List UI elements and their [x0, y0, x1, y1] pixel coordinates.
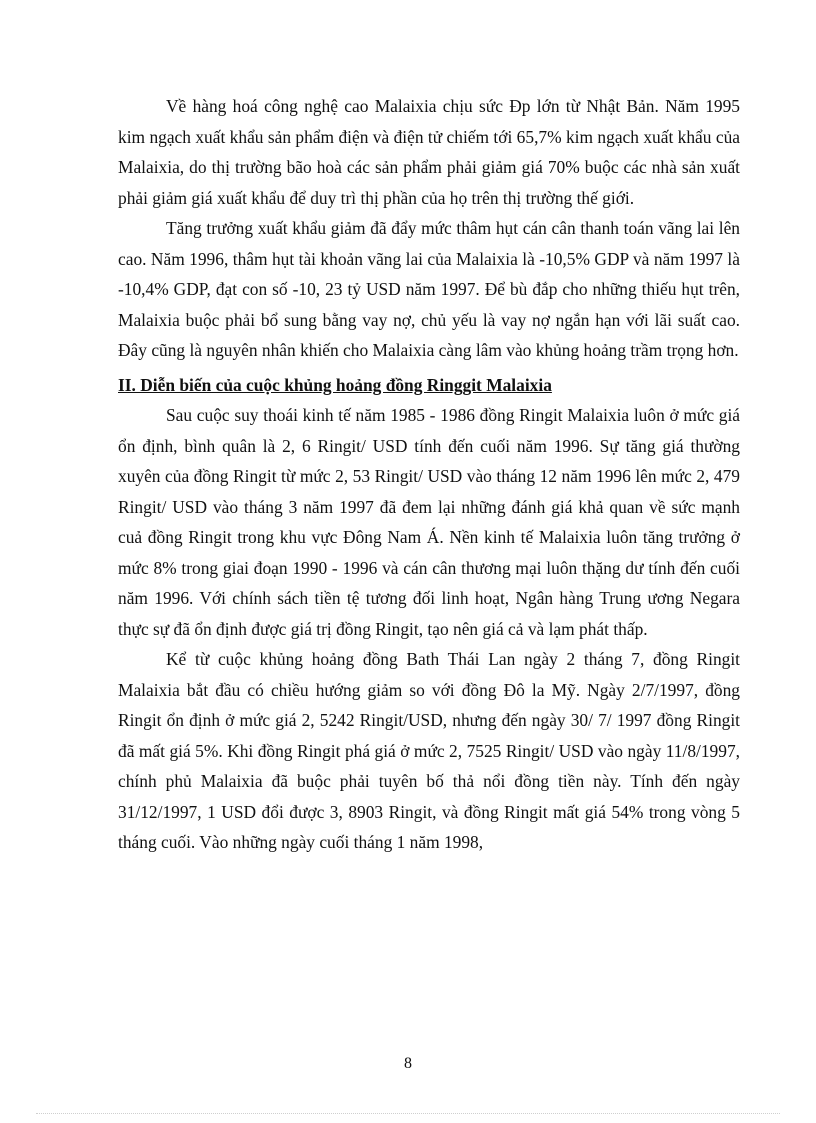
- paragraph-ringgit-stability: Sau cuộc suy thoái kinh tế năm 1985 - 1986 đồng Ringit Malaixia luôn ở mức giá ổn định, bình quân là 2, 6 Ringit/ USD tính đến cuối năm 1996. Sự tăng giá thường xuyên của đồng Ringit từ mức 2, 53 Ringit/ USD vào tháng 12 năm 1996 lên mức 2, 479 Ringit/ USD vào tháng 3 năm 1997 đã đem lại những đánh giá khả quan về sức mạnh cuả đồng Ringit trong khu vực Đông Nam Á. Nền kinh tế Malaixia luôn tăng trưởng ở mức 8% trong giai đoạn 1990 - 1996 và cán cân thương mại luôn thặng dư tính đến cuối năm 1996. Với chính sách tiền tệ tương đối linh hoạt, Ngân hàng Trung ương Negara thực sự đã ổn định được giá trị đồng Ringit, tạo nên giá cả và lạm phát thấp.: [118, 405, 740, 639]
- page-number: 8: [404, 1055, 412, 1072]
- section-intro-paragraphs: [118, 91, 740, 366]
- paragraph-current-account-deficit: Tăng trưởng xuất khẩu giảm đã đẩy mức thâm hụt cán cân thanh toán vãng lai lên cao. Năm 1996, thâm hụt tài khoản vãng lai của Malaixia là -10,5% GDP và năm 1997 là -10,4% GDP, đạt con số -10, 23 tỷ USD năm 1997. Để bù đắp cho những thiếu hụt trên, Malaixia buộc phải bổ sung bằng vay nợ, chủ yếu là vay nợ ngắn hạn với lãi suất cao. Đây cũng là nguyên nhân khiến cho Malaixia càng lâm vào khủng hoảng trầm trọng hơn.: [118, 218, 740, 360]
- paragraph-hightech-exports: Về hàng hoá công nghệ cao Malaixia chịu sức Ðp lớn từ Nhật Bản. Năm 1995 kim ngạch xuất khẩu sản phẩm điện và điện tử chiếm tới 65,7% kim ngạch xuất khẩu của Malaixia, do thị trường bão hoà các sản phẩm phải giảm giá 70% buộc các nhà sản xuất phải giảm giá xuất khẩu để duy trì thị phần của họ trên thị trường thế giới.: [118, 96, 740, 208]
- section-crisis-paragraphs: [118, 400, 740, 858]
- page-bottom-rule: [36, 1113, 780, 1114]
- section-heading: II. Diễn biến của cuộc khủng hoảng đồng Ringgit Malaixia: [118, 374, 552, 395]
- paragraph-ringgit-depreciation: Kể từ cuộc khủng hoảng đồng Bath Thái Lan ngày 2 tháng 7, đồng Ringit Malaixia bắt đầu có chiều hướng giảm so với đồng Đô la Mỹ. Ngày 2/7/1997, đồng Ringit ổn định ở mức giá 2, 5242 Ringit/USD, nhưng đến ngày 30/ 7/ 1997 đồng Ringit đã mất giá 5%. Khi đồng Ringit phá giá ở mức 2, 7525 Ringit/ USD vào ngày 11/8/1997, chính phủ Malaixia đã buộc phải tuyên bố thả nổi đồng tiền này. Tính đến ngày 31/12/1997, 1 USD đổi được 3, 8903 Ringit, và đồng Ringit mất giá 54% trong vòng 5 tháng cuối. Vào những ngày cuối tháng 1 năm 1998,: [118, 649, 740, 852]
- page-body: [118, 91, 740, 858]
